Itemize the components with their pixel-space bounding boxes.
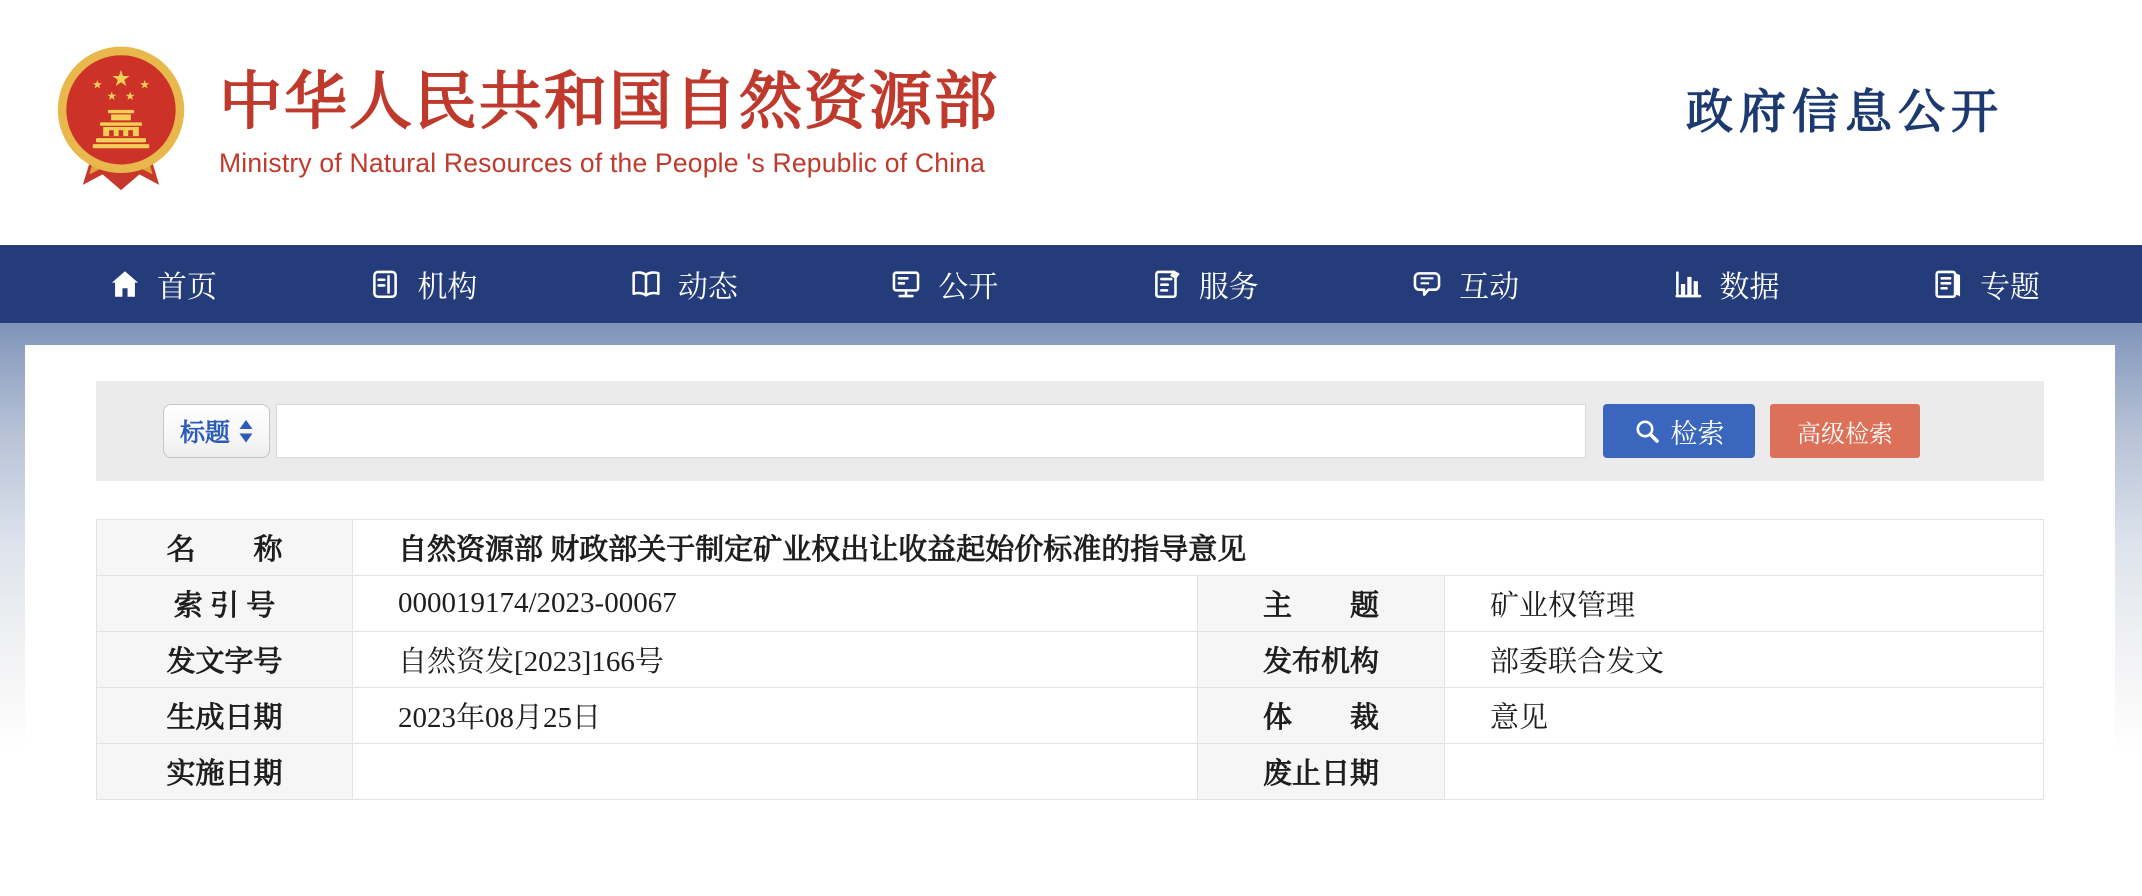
- meta-value-name: 自然资源部 财政部关于制定矿业权出让收益起始价标准的指导意见: [353, 520, 2044, 576]
- nav-item-home[interactable]: [108, 262, 217, 306]
- meta-value-subject: 矿业权管理: [1445, 576, 2044, 632]
- table-row: [97, 688, 2044, 744]
- search-input[interactable]: [276, 404, 1586, 458]
- nav-item-label: 机构: [417, 271, 478, 304]
- content-panel: [25, 345, 2115, 896]
- site-header: [0, 0, 2142, 245]
- meta-label-repeal-date: 废止日期: [1198, 744, 1445, 800]
- meta-value-repeal-date: [1445, 744, 2044, 800]
- news-icon: [629, 267, 663, 301]
- main-nav: [0, 245, 2142, 323]
- table-row: [97, 576, 2044, 632]
- meta-value-index-no: 000019174/2023-00067: [353, 576, 1198, 632]
- service-icon: [1150, 267, 1184, 301]
- nav-item-label: 互动: [1459, 271, 1520, 304]
- meta-label-created-date: 生成日期: [97, 688, 353, 744]
- interact-icon: [1410, 267, 1444, 301]
- table-row: [97, 520, 2044, 576]
- search-field-label: 标题: [179, 419, 230, 447]
- nav-item-news[interactable]: [629, 262, 738, 306]
- meta-label-issuing-org: 发布机构: [1198, 632, 1445, 688]
- meta-label-name: 名 称: [97, 520, 353, 576]
- nav-item-interact[interactable]: [1410, 262, 1519, 306]
- meta-value-doc-number: 自然资发[2023]166号: [353, 632, 1198, 688]
- nav-item-label: 服务: [1198, 271, 1259, 304]
- nav-item-disclosure[interactable]: [889, 262, 998, 306]
- meta-label-doc-number: 发文字号: [97, 632, 353, 688]
- table-row: [97, 744, 2044, 800]
- search-icon: [1634, 418, 1661, 445]
- search-button-label: 检索: [1670, 418, 1725, 449]
- content-background: [0, 323, 2142, 896]
- section-title-link[interactable]: 政府信息公开: [1686, 87, 2004, 139]
- svg-text:★: ★: [110, 65, 132, 92]
- sort-arrows-icon: [239, 420, 253, 443]
- brand-text: [219, 66, 999, 179]
- meta-label-effective-date: 实施日期: [97, 744, 353, 800]
- advanced-search-button[interactable]: [1770, 404, 1920, 458]
- nav-item-label: 公开: [938, 271, 999, 304]
- meta-label-genre: 体 裁: [1198, 688, 1445, 744]
- nav-item-org[interactable]: [368, 262, 477, 306]
- advanced-search-label: 高级检索: [1797, 420, 1893, 448]
- nav-item-label: 首页: [157, 271, 217, 304]
- search-field-select[interactable]: [163, 404, 270, 458]
- nav-item-label: 数据: [1719, 271, 1780, 304]
- nav-item-label: 动态: [677, 271, 738, 304]
- org-icon: [368, 267, 402, 301]
- svg-text:★: ★: [91, 76, 103, 91]
- brand: [55, 44, 999, 202]
- svg-text:★: ★: [139, 76, 151, 91]
- table-row: [97, 632, 2044, 688]
- meta-value-created-date: 2023年08月25日: [353, 688, 1198, 744]
- search-button[interactable]: [1603, 404, 1755, 458]
- topics-icon: [1931, 267, 1965, 301]
- meta-label-subject: 主 题: [1198, 576, 1445, 632]
- meta-value-effective-date: [353, 744, 1198, 800]
- meta-value-genre: 意见: [1445, 688, 2044, 744]
- disclosure-icon: [889, 267, 923, 301]
- data-icon: [1671, 267, 1705, 301]
- home-icon: [108, 267, 142, 301]
- meta-label-index-no: 索 引 号: [97, 576, 353, 632]
- agency-name-cn: 中华人民共和国自然资源部: [219, 66, 999, 137]
- nav-item-topics[interactable]: [1931, 262, 2040, 306]
- nav-item-service[interactable]: [1150, 262, 1259, 306]
- meta-value-issuing-org: 部委联合发文: [1445, 632, 2044, 688]
- search-bar: [96, 381, 2044, 481]
- agency-name-en: Ministry of Natural Resources of the People 's Republic of China: [219, 148, 986, 179]
- nav-item-data[interactable]: [1671, 262, 1780, 306]
- national-emblem-logo: [55, 44, 187, 202]
- svg-text:★: ★: [106, 88, 118, 103]
- document-meta-table: [96, 519, 2044, 800]
- nav-item-label: 专题: [1979, 271, 2040, 304]
- svg-text:★: ★: [124, 88, 136, 103]
